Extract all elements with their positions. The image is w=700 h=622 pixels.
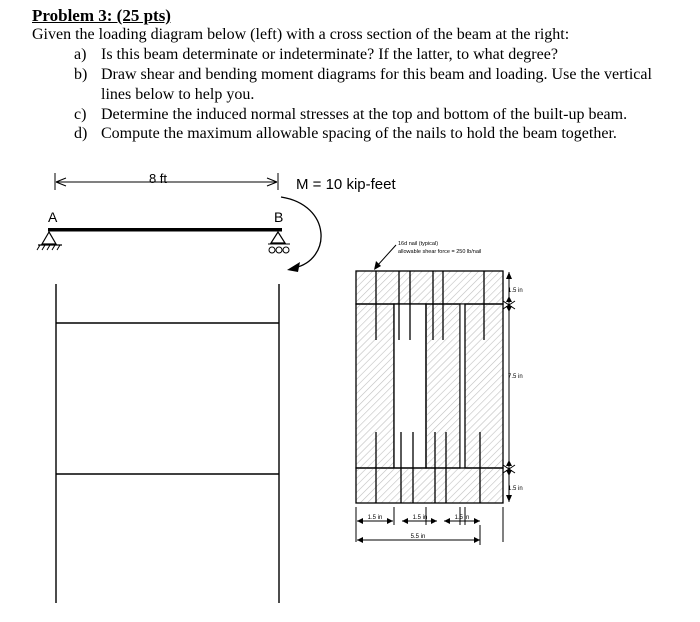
cross-section	[356, 241, 523, 545]
question-text: Is this beam determinate or indeterminate? If the latter, to what degree?	[101, 46, 558, 63]
loading-diagram	[37, 171, 396, 272]
dim-middle-label: 7.5 in	[508, 374, 523, 380]
dim-top-label: 1.5 in	[508, 288, 523, 294]
top-flange	[356, 271, 503, 304]
bottom-flange	[356, 468, 503, 503]
question-text: lines below to help you.	[101, 86, 255, 103]
moment-arc	[281, 197, 321, 268]
question-label: c)	[74, 106, 87, 123]
dim-width-1-label: 1.5 in	[367, 515, 383, 521]
pin-support-a	[37, 232, 62, 250]
support-a-label: A	[48, 209, 58, 225]
question-text: Determine the induced normal stresses at the top and bottom of the built-up beam.	[101, 106, 628, 123]
answer-grid	[56, 284, 279, 603]
nail-leader-line	[377, 245, 396, 266]
roller-support-b	[268, 232, 290, 253]
dim-width-2-label: 1.5 in	[412, 515, 428, 521]
question-label: b)	[74, 66, 88, 83]
horizontal-dimensions	[356, 507, 503, 545]
gap-right	[460, 304, 465, 468]
nail-note-line-2: allowable shear force = 250 lb/nail	[398, 249, 482, 255]
problem-intro: Given the loading diagram below (left) with a cross section of the beam at the right:	[32, 26, 570, 43]
question-text: Compute the maximum allowable spacing of the nails to hold the beam together.	[101, 125, 617, 142]
question-label: a)	[74, 46, 87, 63]
moment-label: M = 10 kip-feet	[296, 176, 396, 193]
web-left	[356, 304, 394, 468]
nail-note-line-1: 16d nail (typical)	[398, 241, 439, 247]
dim-total-width-label: 5.5 in	[410, 534, 426, 540]
vertical-dimensions	[503, 272, 515, 502]
dim-width-3-label: 1.5 in	[454, 515, 470, 521]
question-text: Draw shear and bending moment diagrams for this beam and loading. Use the vertical	[101, 66, 652, 83]
beam	[48, 228, 282, 232]
question-label: d)	[74, 125, 88, 142]
moment-arrowhead	[287, 262, 300, 272]
support-b-label: B	[274, 209, 284, 225]
span-label: 8 ft	[148, 171, 168, 186]
dim-bottom-label: 1.5 in	[508, 486, 523, 492]
problem-title: Problem 3: (25 pts)	[32, 6, 171, 25]
